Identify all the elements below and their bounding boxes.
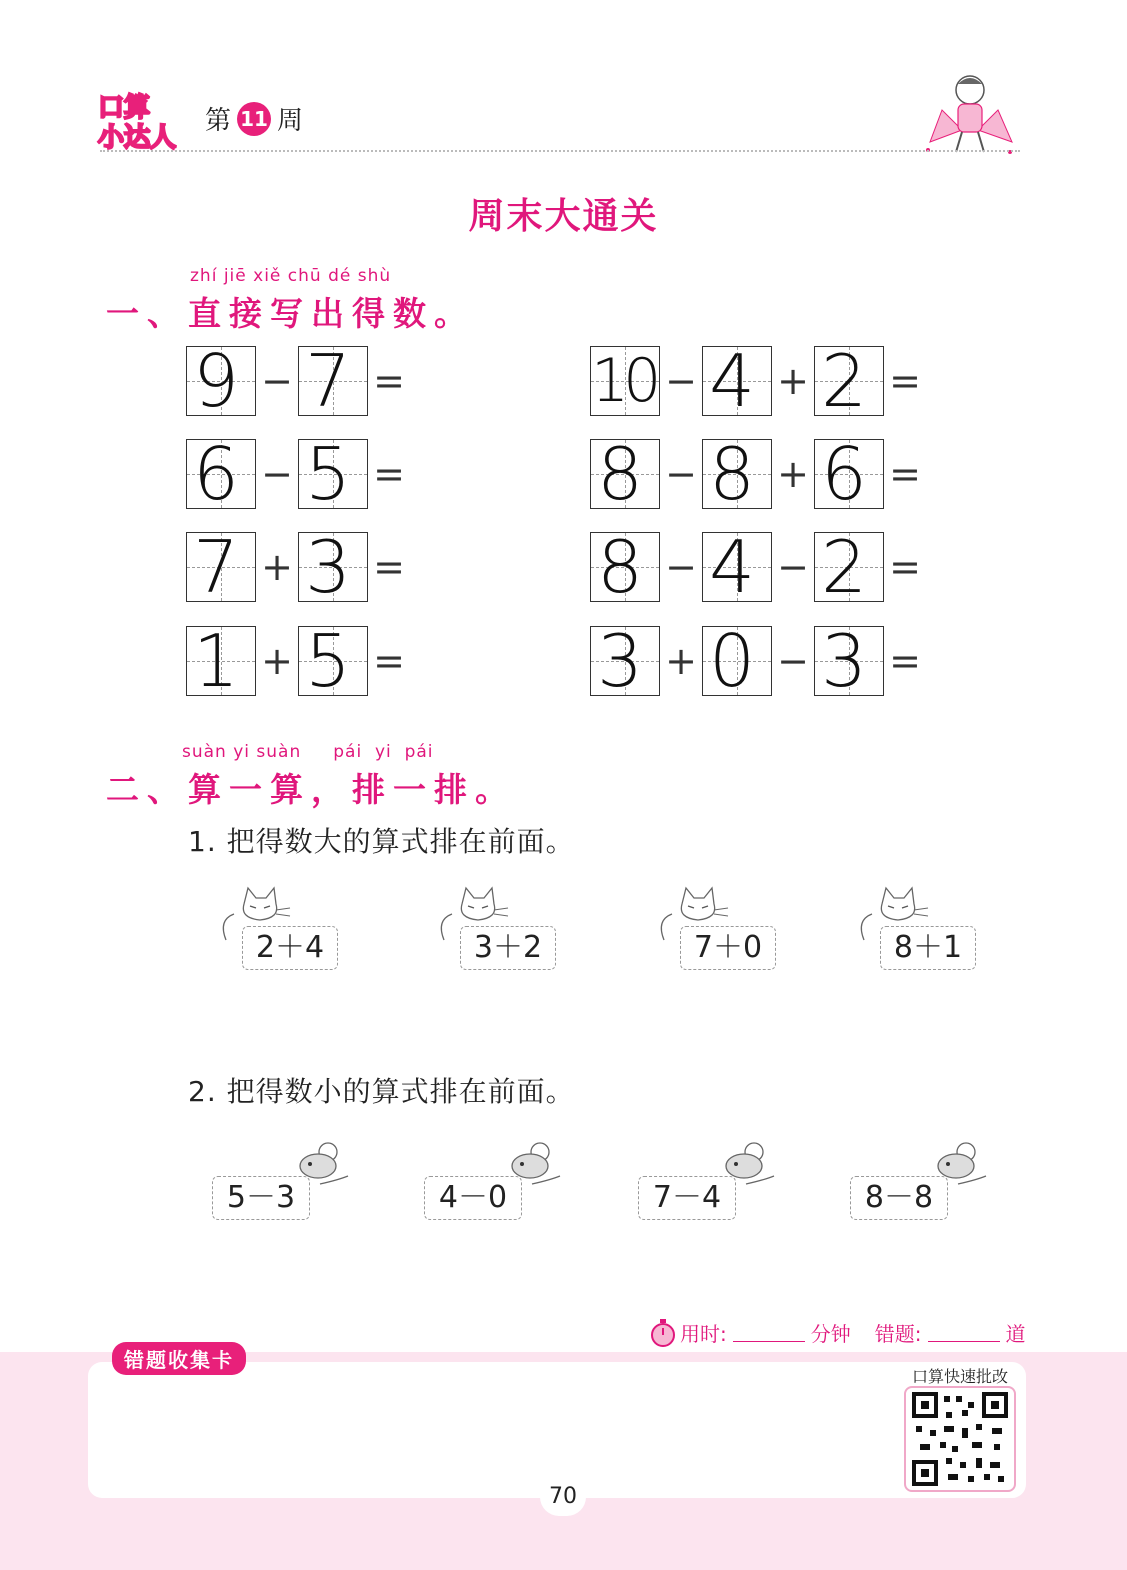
digit-box: 5 — [298, 439, 368, 509]
problem-row: 8 − 8 + 6 = — [590, 439, 926, 509]
digit-box: 5 — [298, 626, 368, 696]
section1-heading: 一、直接写出得数。 — [106, 294, 475, 333]
digit-box: 4 — [702, 346, 772, 416]
page-title: 周末大通关 — [468, 196, 659, 237]
digit-box: 8 — [702, 439, 772, 509]
problem-row: 9 − 7 = — [186, 346, 410, 416]
expression-card: 3＋2 — [460, 926, 556, 970]
question-2: 2. 把得数小的算式排在前面。 — [188, 1075, 575, 1108]
digit-box: 1 — [186, 626, 256, 696]
section2-heading: 二、算一算，排一排。 — [106, 770, 516, 809]
problem-row: 10 − 4 + 2 = — [591, 339, 921, 423]
problem-row: 6 − 5 = — [186, 439, 410, 509]
digit-box: 2 — [814, 346, 884, 416]
mouse-card — [850, 1140, 990, 1220]
mouse-card — [212, 1140, 352, 1220]
question-1: 1. 把得数大的算式排在前面。 — [188, 825, 575, 858]
digit-box: 2 — [814, 532, 884, 602]
problem-row: 8 − 4 − 2 = — [590, 532, 926, 602]
section2-pinyin: suàn yi suàn pái yi pái — [182, 742, 434, 762]
digit-box: 9 — [186, 346, 256, 416]
digit-box: 0 — [702, 626, 772, 696]
digit-box: 3 — [814, 626, 884, 696]
logo — [96, 88, 180, 152]
cat-card — [214, 884, 324, 980]
section1-pinyin: zhí jiē xiě chū dé shù — [190, 266, 392, 286]
week-number-badge: 11 — [237, 102, 271, 136]
expression-card: 7－4 — [638, 1176, 736, 1220]
problem-row: 3 + 0 − 3 = — [590, 626, 926, 696]
svg-text:小达人: 小达人 — [98, 123, 177, 152]
qr-label: 口算快速批改 — [912, 1367, 1009, 1386]
expression-card: 7＋0 — [680, 926, 776, 970]
digit-box: 8 — [590, 532, 660, 602]
page-number: 70 — [540, 1478, 586, 1516]
digit-box: 7 — [186, 532, 256, 602]
digit-box: 8 — [590, 439, 660, 509]
week-label: 第 11 周 — [205, 100, 303, 137]
cat-card — [432, 884, 542, 980]
error-collect-label: 错题收集卡 — [112, 1342, 246, 1375]
digit-box: 10 — [590, 346, 660, 416]
error-blank[interactable] — [928, 1323, 1000, 1342]
mouse-card — [424, 1140, 564, 1220]
time-blank[interactable] — [733, 1323, 805, 1342]
expression-card: 4－0 — [424, 1176, 522, 1220]
cat-card — [852, 884, 962, 980]
digit-box: 3 — [298, 532, 368, 602]
problem-row: 7 + 3 = — [186, 532, 410, 602]
svg-text:口算: 口算 — [98, 93, 151, 123]
digit-box: 6 — [814, 439, 884, 509]
expression-card: 8－8 — [850, 1176, 948, 1220]
digit-box: 3 — [590, 626, 660, 696]
mouse-card — [638, 1140, 778, 1220]
expression-card: 2＋4 — [242, 926, 338, 970]
superhero-mascot-icon — [922, 70, 1018, 158]
digit-box: 6 — [186, 439, 256, 509]
qr-code-icon[interactable] — [904, 1386, 1016, 1492]
digit-box: 4 — [702, 532, 772, 602]
problem-row: 1 + 5 = — [186, 626, 410, 696]
timer-row: 用时: 分钟 错题: 道 — [650, 1318, 1026, 1347]
digit-box: 7 — [298, 346, 368, 416]
stopwatch-icon — [650, 1319, 676, 1347]
expression-card: 8＋1 — [880, 926, 976, 970]
header-divider — [100, 150, 1020, 152]
expression-card: 5－3 — [212, 1176, 310, 1220]
cat-card — [652, 884, 762, 980]
